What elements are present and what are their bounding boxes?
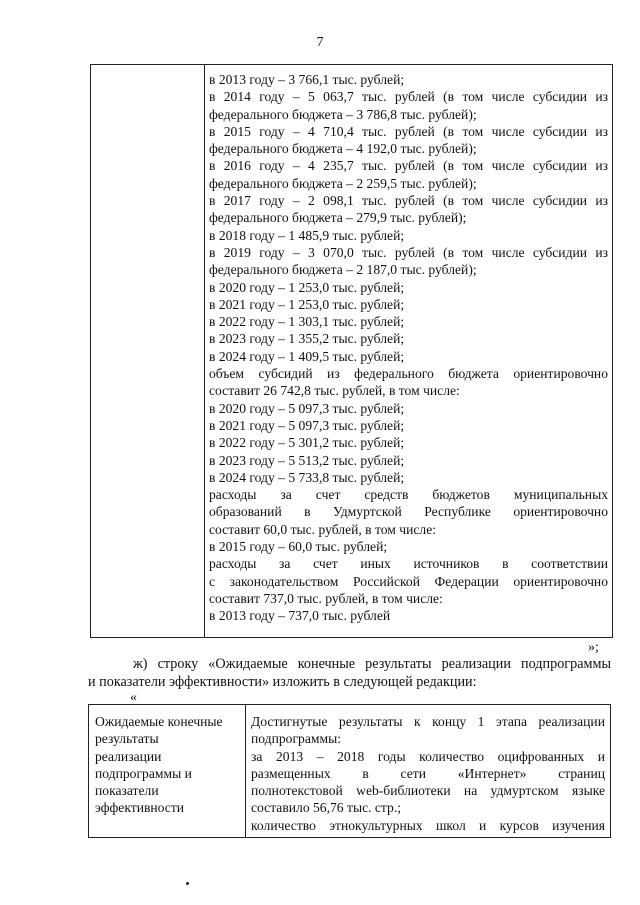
results-label-cell <box>95 713 243 817</box>
text-line: в 2022 году – 1 303,1 тыс. рублей; <box>209 314 405 330</box>
text-line: в 2018 году – 1 485,9 тыс. рублей; <box>209 227 405 243</box>
text-line: в 2015 году – 60,0 тыс. рублей; <box>209 539 388 555</box>
results-table <box>88 704 611 838</box>
text-line: подпрограммы и <box>95 765 192 781</box>
text-line: Ожидаемые конечные <box>95 714 223 729</box>
text-line: федерального бюджета – 279,9 тыс. рублей); <box>209 210 467 226</box>
text-line: Достигнутые результаты к концу 1 этапа реализации <box>251 714 605 729</box>
text-line: в 2019 году – 3 070,0 тыс. рублей (в том числе субсидии из <box>209 244 608 260</box>
text-line: подпрограммы: <box>251 731 341 747</box>
text-line: за 2013 – 2018 годы количество оцифрованных и <box>251 748 605 764</box>
text-line: объем субсидий из федерального бюджета ориентировочно <box>209 366 608 382</box>
text-line: в 2022 году – 5 301,2 тыс. рублей; <box>209 435 405 451</box>
text-line: федерального бюджета – 2 259,5 тыс. рублей); <box>209 175 477 191</box>
text-line: федерального бюджета – 2 187,0 тыс. рублей); <box>209 262 477 278</box>
text-line: в 2014 году – 5 063,7 тыс. рублей (в том числе субсидии из <box>209 89 608 105</box>
amendment-paragraph <box>88 655 611 691</box>
text-line: расходы за счет средств бюджетов муниципальных <box>209 487 608 503</box>
text-line: и показатели эффективности» изложить в следующей редакции: <box>88 674 477 690</box>
text-line: количество этнокультурных школ и курсов изучения <box>251 817 605 833</box>
text-line: эффективности <box>95 800 185 816</box>
text-line: в 2013 году – 737,0 тыс. рублей <box>209 608 391 624</box>
text-line: в 2020 году – 5 097,3 тыс. рублей; <box>209 400 405 416</box>
text-line: составит 737,0 тыс. рублей, в том числе: <box>209 590 443 606</box>
text-line: в 2016 году – 4 235,7 тыс. рублей (в том числе субсидии из <box>209 158 608 174</box>
text-line: с законодательством Российской Федерации ориентировочно <box>209 573 608 589</box>
text-line: в 2023 году – 5 513,2 тыс. рублей; <box>209 452 405 468</box>
text-line: расходы за счет иных источников в соответствии <box>209 556 608 572</box>
text-line: составило 56,76 тыс. стр.; <box>251 800 402 816</box>
text-line: в 2013 году – 3 766,1 тыс. рублей; <box>209 72 405 87</box>
text-line: в 2015 году – 4 710,4 тыс. рублей (в том числе субсидии из <box>209 123 608 139</box>
closing-quote: »; <box>588 640 599 655</box>
funding-details-cell <box>209 71 608 625</box>
text-line: реализации <box>95 748 162 764</box>
funding-table <box>90 64 613 638</box>
speck-mark <box>186 882 189 885</box>
table-column-divider <box>245 705 246 837</box>
text-line: составит 26 742,8 тыс. рублей, в том числе: <box>209 383 460 399</box>
text-line: в 2023 году – 1 355,2 тыс. рублей; <box>209 331 405 347</box>
text-line: результаты <box>95 731 159 747</box>
text-line: полнотекстовой web-библиотеки на удмуртском языке <box>251 783 605 799</box>
text-line: в 2021 году – 5 097,3 тыс. рублей; <box>209 417 405 433</box>
text-line: составит 60,0 тыс. рублей, в том числе: <box>209 521 437 537</box>
text-line: федерального бюджета – 4 192,0 тыс. рублей); <box>209 141 477 157</box>
page-number: 7 <box>316 35 324 50</box>
text-line: федерального бюджета – 3 786,8 тыс. рублей); <box>209 106 477 122</box>
text-line: образований в Удмуртской Республике ориентировочно <box>209 504 608 520</box>
text-line: в 2024 году – 1 409,5 тыс. рублей; <box>209 348 405 364</box>
text-line: ж) строку «Ожидаемые конечные результаты реализации подпрограммы <box>133 656 611 672</box>
text-line: в 2024 году – 5 733,8 тыс. рублей; <box>209 469 405 485</box>
text-line: в 2017 году – 2 098,1 тыс. рублей (в том числе субсидии из <box>209 193 608 209</box>
text-line: в 2020 году – 1 253,0 тыс. рублей; <box>209 279 405 295</box>
table-column-divider <box>204 65 205 637</box>
opening-quote: « <box>130 690 137 705</box>
results-content-cell <box>251 713 605 834</box>
text-line: размещенных в сети «Интернет» страниц <box>251 765 605 781</box>
text-line: показатели <box>95 783 159 799</box>
text-line: в 2021 году – 1 253,0 тыс. рублей; <box>209 296 405 312</box>
